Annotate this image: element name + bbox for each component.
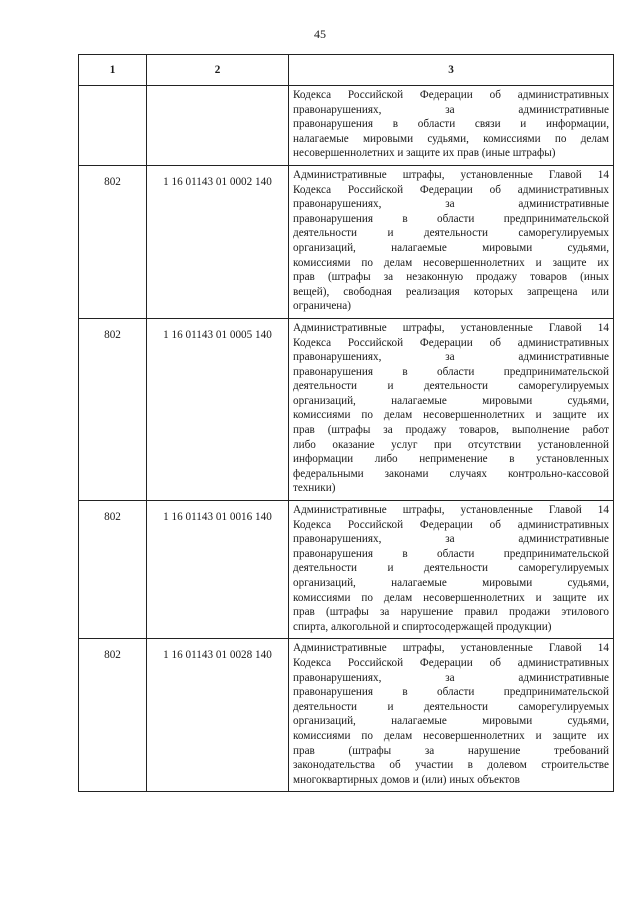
table-row: [79, 639, 614, 792]
table-row: [79, 86, 614, 166]
budget-codes-table: [78, 54, 614, 792]
description-line: деятельности и деятельности саморегулируемых: [293, 227, 609, 240]
description-line: либо оказание услуг при отсутствии установленной: [293, 438, 609, 451]
description-line: Административные штрафы, установленные Главой 14: [293, 504, 609, 517]
description-line: правонарушения в области предпринимательской: [293, 212, 609, 225]
page-number: 45: [314, 27, 326, 41]
description-line: комиссиями по делам несовершеннолетних и защите их: [293, 729, 609, 742]
table-header-row: [79, 55, 614, 86]
admin-code-cell: 802: [79, 639, 147, 792]
description-line: правонарушениях, за административные: [293, 671, 609, 684]
description-line: правонарушениях, за административные: [293, 351, 609, 364]
description-line: Кодекса Российской Федерации об административных: [293, 89, 609, 101]
description-line: прав (штрафы за нарушение требований: [293, 744, 609, 757]
description-cell: [289, 86, 614, 166]
budget-code-cell: 1 16 01143 01 0005 140: [147, 318, 289, 500]
description-line: организаций, налагаемые мировыми судьями,: [293, 715, 609, 728]
description-line: деятельности и деятельности саморегулируемых: [293, 380, 609, 393]
admin-code-cell: 802: [79, 501, 147, 639]
admin-code-cell: 802: [79, 165, 147, 318]
description-cell: [289, 501, 614, 639]
description-line: ограничена): [293, 300, 351, 313]
description-line: Кодекса Российской Федерации об административных: [293, 336, 609, 349]
description-line: комиссиями по делам несовершеннолетних и защите их: [293, 409, 609, 422]
description-line: многоквартирных домов и (или) иных объектов: [293, 773, 520, 786]
header-col-3: 3: [289, 55, 614, 86]
description-cell: [289, 318, 614, 500]
description-line: прав (штрафы за нарушение правил продажи этилового: [293, 606, 609, 619]
admin-code-cell: 802: [79, 318, 147, 500]
description-line: правонарушения в области предпринимательской: [293, 547, 609, 560]
description-line: федеральными законами случаях контрольно-кассовой: [293, 467, 609, 480]
description-line: прав (штрафы за продажу товаров, выполнение работ: [293, 424, 609, 437]
description-line: правонарушениях, за административные: [293, 103, 609, 116]
description-line: правонарушениях, за административные: [293, 533, 609, 546]
budget-code-cell: 1 16 01143 01 0002 140: [147, 165, 289, 318]
description-line: прав (штрафы за незаконную продажу товаров (иных: [293, 271, 609, 284]
description-line: комиссиями по делам несовершеннолетних и защите их: [293, 256, 609, 269]
description-line: информации либо неприменение в установленных: [293, 453, 609, 466]
budget-code-cell: 1 16 01143 01 0028 140: [147, 639, 289, 792]
description-line: организаций, налагаемые мировыми судьями,: [293, 577, 609, 589]
description-line: несовершеннолетних и защите их прав (иные штрафы): [293, 147, 556, 160]
description-line: Кодекса Российской Федерации об административных: [293, 656, 609, 669]
description-line: налагаемые мировыми судьями, комиссиями по делам: [293, 132, 609, 145]
description-line: правонарушения в области предпринимательской: [293, 686, 609, 699]
description-line: организаций, налагаемые мировыми судьями,: [293, 394, 609, 407]
description-line: спирта, алкогольной и спиртосодержащей продукции): [293, 620, 552, 633]
budget-code-cell: [147, 86, 289, 166]
table-row: [79, 318, 614, 500]
description-cell: [289, 639, 614, 792]
description-line: Административные штрафы, установленные Главой 14: [293, 642, 609, 655]
table-row: [79, 501, 614, 639]
description-line: Кодекса Российской Федерации об административных: [293, 183, 609, 196]
description-line: техники): [293, 482, 336, 495]
description-line: правонарушения в области предпринимательской: [293, 365, 609, 378]
table-row: [79, 165, 614, 318]
description-line: Кодекса Российской Федерации об административных: [293, 518, 609, 531]
description-line: деятельности и деятельности саморегулируемых: [293, 700, 609, 713]
header-col-1: 1: [79, 55, 147, 86]
description-line: вещей), свободная реализация которых запрещена или: [293, 285, 609, 298]
description-line: деятельности и деятельности саморегулируемых: [293, 562, 609, 575]
table-body: [79, 86, 614, 792]
description-line: Административные штрафы, установленные Главой 14: [293, 321, 609, 334]
description-line: правонарушениях, за административные: [293, 198, 609, 211]
description-cell: [289, 165, 614, 318]
description-line: Административные штрафы, установленные Главой 14: [293, 168, 609, 181]
description-line: правонарушения в области связи и информации,: [293, 118, 609, 131]
admin-code-cell: [79, 86, 147, 166]
description-line: организаций, налагаемые мировыми судьями,: [293, 241, 609, 254]
description-line: законодательства об участии в долевом строительстве: [293, 759, 609, 772]
header-col-2: 2: [147, 55, 289, 86]
budget-code-cell: 1 16 01143 01 0016 140: [147, 501, 289, 639]
description-line: комиссиями по делам несовершеннолетних и защите их: [293, 591, 609, 604]
